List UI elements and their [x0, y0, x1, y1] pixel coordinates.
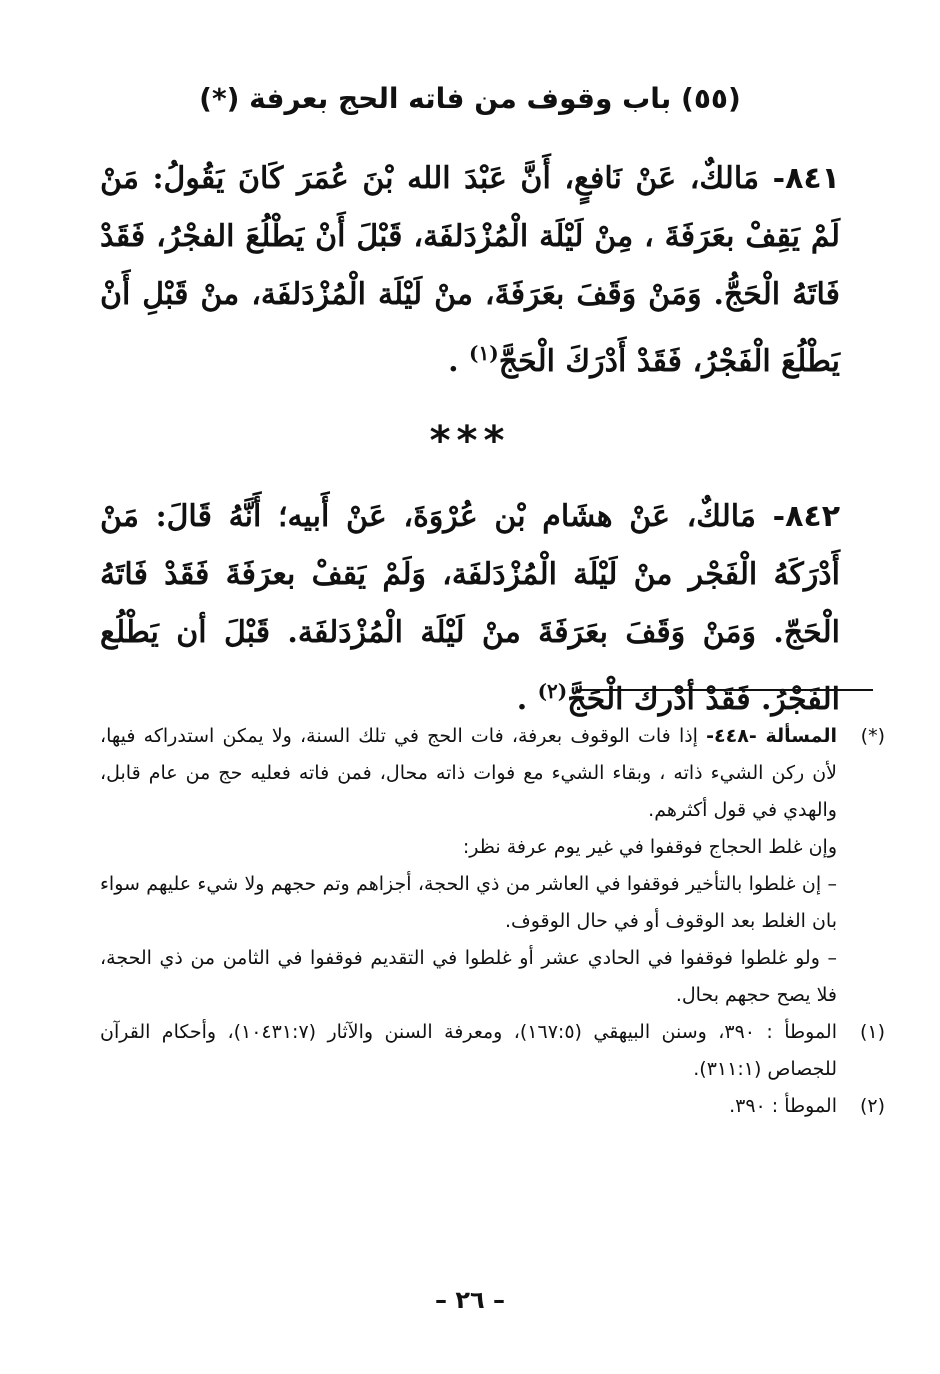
note-star — [100, 718, 885, 1014]
footnote-divider — [577, 689, 873, 691]
note-paragraph: إذا فات الوقوف بعرفة، فات الحج في تلك السنة، ولا يمكن استدراكه فيها، لأن ركن الشيء ذاته ، وبقاء الشيء مع فوات ذاته محال، فمن فاته فعليه حج من عام قابل، والهدي في قول أكثرهم. — [100, 725, 837, 821]
footnote-text: الموطأ : ٣٩٠، وسنن البيهقي (١٦٧:٥)، ومعرفة السنن والآثار (١٠٤٣١:٧)، وأحكام القرآن للجصاص (٣١١:١). — [100, 1021, 837, 1080]
page-number: – ٢٦ – — [434, 1286, 505, 1314]
hadith-number: ٨٤٢ — [785, 499, 841, 534]
note-marker: (١) — [859, 1021, 885, 1043]
hadith-text: مَالكٌ، عَنْ نَافعٍ، أَنَّ عَبْدَ الله بْنَ عُمَرَ كَانَ يَقُولُ: مَنْ لَمْ يَقِفْ بعَرَفَةَ ، مِنْ لَيْلَة الْمُزْدَلفَة، قَبْلَ أَنْ يَطْلُعَ الفجْرُ، فَقَدْ فَاتَهُ الْحَجُّ. وَمَنْ وَقَفَ بعَرَفَةَ، منْ لَيْلَة الْمُزْدَلفَة، منْ قَبْلِ أَنْ يَطْلُعَ الْفَجْرُ، فَقَدْ أَدْرَكَ الْحَجَّ — [100, 161, 840, 379]
issue-label: المسألة -٤٤٨- — [706, 725, 837, 747]
footnote-ref[interactable]: (٢) — [537, 679, 568, 703]
footnotes — [100, 718, 885, 1125]
section-separator: *** — [429, 418, 511, 464]
note-paragraph: وإن غلط الحجاج فوقفوا في غير يوم عرفة نظر: — [462, 836, 837, 858]
chapter-title: (٥٥) باب وقوف من فاته الحج بعرفة (*) — [199, 82, 741, 115]
hadith-number: ٨٤١ — [785, 161, 840, 196]
note-paragraph: – إن غلطوا بالتأخير فوقفوا في العاشر من ذي الحجة، أجزاهم وتم حجهم ولا شيء عليهم سواء بان الغلط بعد الوقوف أو في حال الوقوف. — [100, 873, 837, 932]
footnote-2 — [100, 1088, 885, 1125]
hadith-841: ٨٤١- مَالكٌ، عَنْ نَافعٍ، أَنَّ عَبْدَ الله بْنَ عُمَرَ كَانَ يَقُولُ: مَنْ لَمْ يَقِفْ بعَرَفَةَ ، مِنْ لَيْلَة الْمُزْدَلفَة، قَبْلَ أَنْ يَطْلُعَ الفجْرُ، فَقَدْ فَاتَهُ الْحَجُّ. وَمَنْ وَقَفَ بعَرَفَةَ، منْ لَيْلَة الْمُزْدَلفَة، منْ قَبْلِ أَنْ يَطْلُعَ الْفَجْرُ، فَقَدْ أَدْرَكَ الْحَجَّ$^{(١)}$ . — [100, 161, 840, 379]
hadith-text: مَالكٌ، عَنْ هشَام بْن عُرْوَةَ، عَنْ أَبيه؛ أَنَّهُ قَالَ: مَنْ أَدْرَكَهُ الْفَجْر منْ لَيْلَة الْمُزْدَلفَة، وَلَمْ يَقفْ بعرَفَةَ فَقَدْ فَاتَهُ الْحَجّ. وَمَنْ وَقَفَ بعَرَفَةَ منْ لَيْلَة الْمُزْدَلفَة. قَبْلَ أن يَطْلُع الفَجْرُ. فَقَدْ أدْرك الْحَجَّ — [100, 499, 840, 717]
footnote-ref[interactable]: (١) — [469, 341, 499, 365]
footnote-1 — [100, 1014, 885, 1088]
note-marker: (٢) — [859, 1095, 885, 1117]
footnote-text: الموطأ : ٣٩٠. — [729, 1095, 837, 1117]
hadith-842: ٨٤٢- مَالكٌ، عَنْ هشَام بْن عُرْوَةَ، عَنْ أَبيه؛ أَنَّهُ قَالَ: مَنْ أَدْرَكَهُ الْفَجْر منْ لَيْلَة الْمُزْدَلفَة، وَلَمْ يَقفْ بعرَفَةَ فَقَدْ فَاتَهُ الْحَجّ. وَمَنْ وَقَفَ بعَرَفَةَ منْ لَيْلَة الْمُزْدَلفَة. قَبْلَ أن يَطْلُع الفَجْرُ. فَقَدْ أدْرك الْحَجَّ$^{(٢)}$ . — [100, 499, 841, 717]
note-marker: (*) — [860, 725, 885, 747]
note-paragraph: – ولو غلطوا فوقفوا في الحادي عشر أو غلطوا في التقديم فوقفوا في الثامن من ذي الحجة، فلا يصح حجهم بحال. — [100, 947, 837, 1006]
